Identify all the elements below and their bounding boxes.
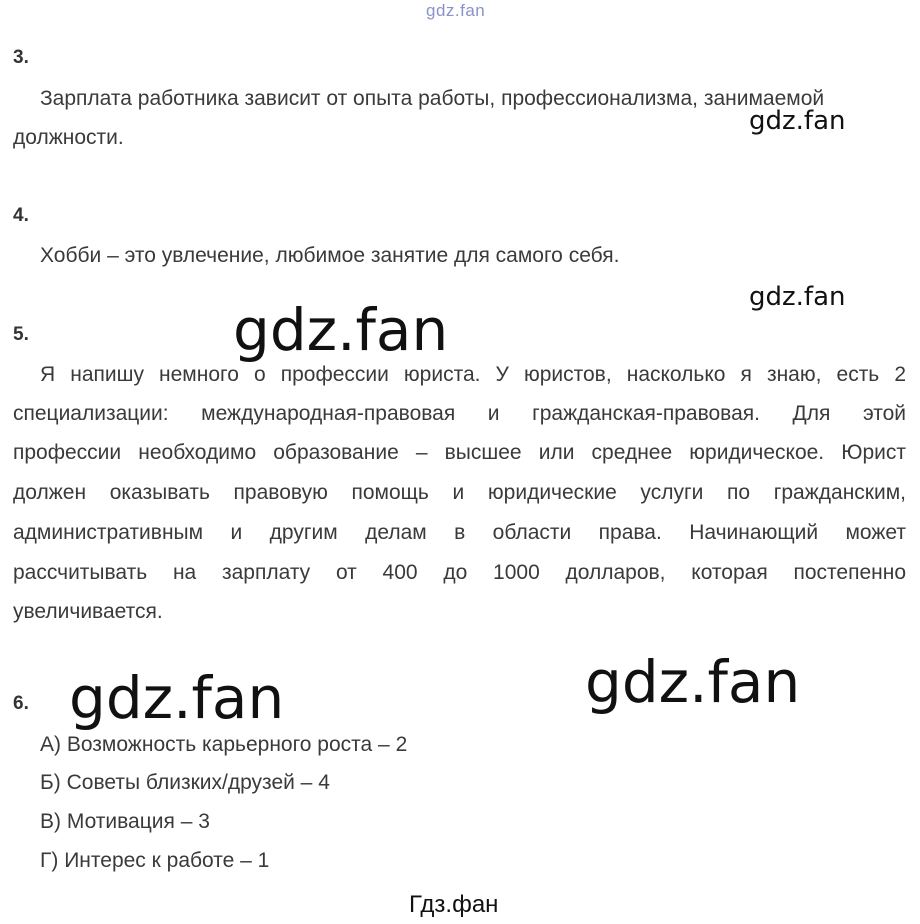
task-6-item-3: В) Мотивация – 3 bbox=[40, 810, 210, 833]
task-6-item-4: Г) Интерес к работе – 1 bbox=[40, 849, 270, 872]
task-5-line-7: увеличивается. bbox=[13, 600, 163, 623]
task-5-line-5: административным и другим делам в области права. Начинающий может bbox=[13, 521, 906, 544]
task-3-number: 3. bbox=[13, 47, 29, 68]
watermark-2: gdz.fan bbox=[749, 282, 846, 312]
task-5-line-2: специализации: международная-правовая и гражданская-правовая. Для этой bbox=[13, 402, 906, 425]
task-6-item-1: А) Возможность карьерного роста – 2 bbox=[40, 733, 408, 756]
task-5-line-1: Я напишу немного о профессии юриста. У юристов, насколько я знаю, есть 2 bbox=[40, 363, 906, 386]
watermark-5: gdz.fan bbox=[585, 648, 801, 716]
watermark-1: gdz.fan bbox=[749, 106, 846, 136]
task-3-line-2: должности. bbox=[13, 126, 124, 149]
task-4-number: 4. bbox=[13, 205, 29, 226]
task-3-line-1: Зарплата работника зависит от опыта работы, профессионализма, занимаемой bbox=[40, 87, 825, 110]
task-5-line-3: профессии необходимо образование – высшее или среднее юридическое. Юрист bbox=[13, 441, 906, 464]
watermark-4: gdz.fan bbox=[69, 664, 285, 732]
footer-watermark: Гдз.фан bbox=[409, 891, 499, 918]
task-6-item-2: Б) Советы близких/друзей – 4 bbox=[40, 771, 330, 794]
task-5-line-6: рассчитывать на зарплату от 400 до 1000 долларов, которая постепенно bbox=[13, 561, 906, 584]
watermark-3: gdz.fan bbox=[233, 296, 449, 364]
task-5-number: 5. bbox=[13, 324, 29, 345]
top-watermark: gdz.fan bbox=[426, 1, 486, 20]
task-5-line-4: должен оказывать правовую помощь и юридические услуги по гражданским, bbox=[13, 481, 906, 504]
task-4-line-1: Хобби – это увлечение, любимое занятие для самого себя. bbox=[40, 244, 620, 267]
task-6-number: 6. bbox=[13, 693, 29, 714]
